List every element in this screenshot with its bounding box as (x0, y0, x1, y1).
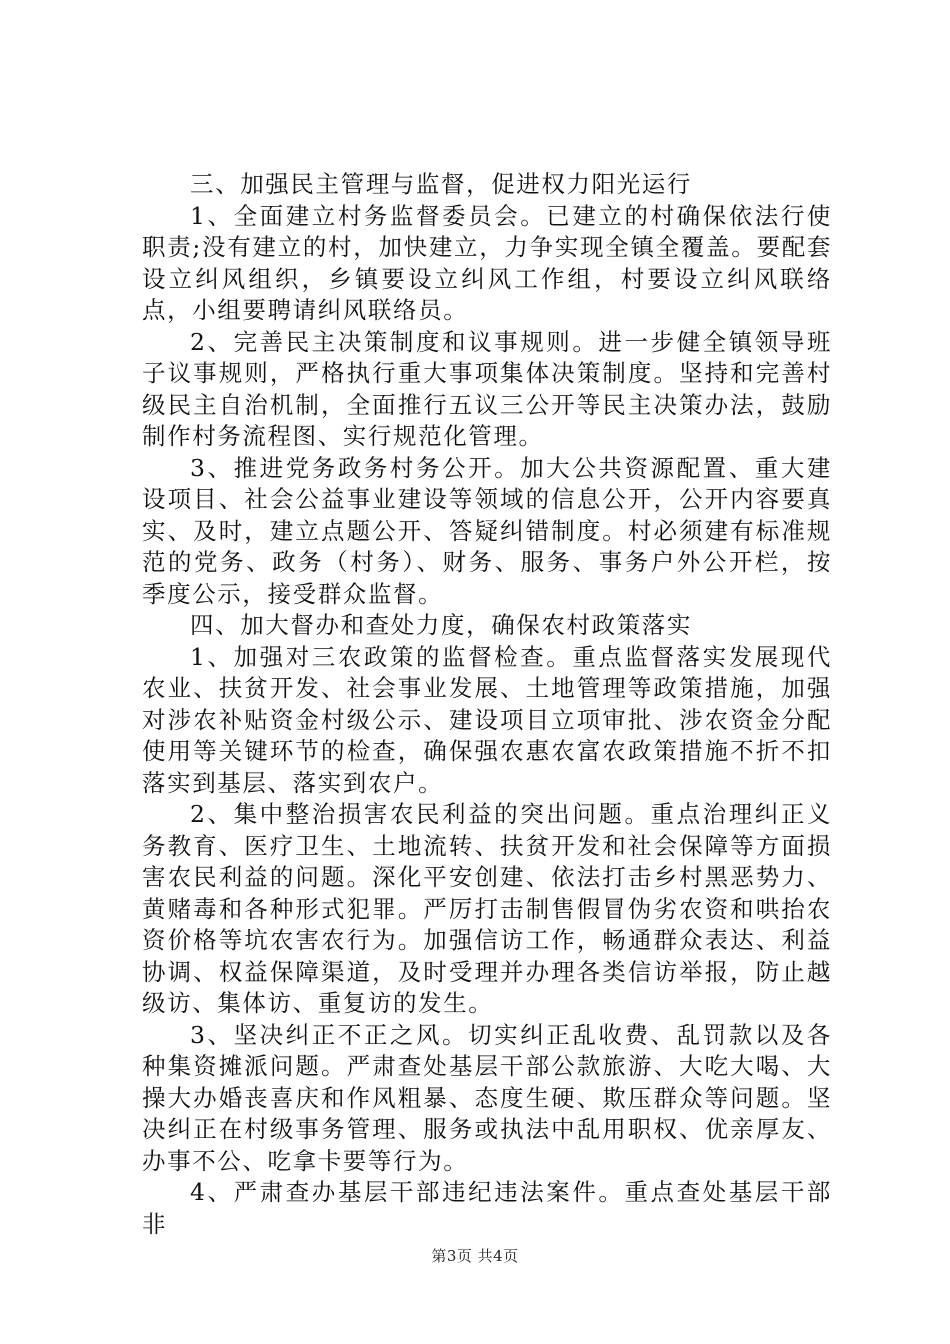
paragraph-3-3: 3、推进党务政务村务公开。加大公共资源配置、重大建设项目、社会公益事业建设等领域的信息公开，公开内容要真实、及时，建立点题公开、答疑纠错制度。村必须建有标准规范的党务、政务（村务）、财务、服务、事务户外公开栏，按季度公示，接受群众监督。 (142, 453, 832, 608)
paragraph-4-1: 1、加强对三农政策的监督检查。重点监督落实发展现代农业、扶贫开发、社会事业发展、土地管理等政策措施，加强对涉农补贴资金村级公示、建设项目立项审批、涉农资金分配使用等关键环节的检查，确保强农惠农富农政策措施不折不扣落实到基层、落实到农户。 (142, 642, 832, 797)
section-heading-4: 四、加大督办和查处力度，确保农村政策落实 (190, 611, 692, 639)
paragraph-4-2: 2、集中整治损害农民利益的突出问题。重点治理纠正义务教育、医疗卫生、土地流转、扶贫开发和社会保障等方面损害农民利益的问题。深化平安创建、依法打击乡村黑恶势力、黄赌毒和各种形式犯罪。严厉打击制售假冒伪劣农资和哄抬农资价格等坑农害农行为。加强信访工作，畅通群众表达、利益协调、权益保障渠道，及时受理并办理各类信访举报，防止越级访、集体访、重复访的发生。 (142, 800, 832, 1017)
paragraph-4-4: 4、严肃查办基层干部违纪违法案件。重点查处基层干部非 (142, 1178, 832, 1238)
paragraph-3-2: 2、完善民主决策制度和议事规则。进一步健全镇领导班子议事规则，严格执行重大事项集体决策制度。坚持和完善村级民主自治机制，全面推行五议三公开等民主决策办法，鼓励制作村务流程图、实行规范化管理。 (142, 327, 832, 450)
page-number-footer: 第3页 共4页 (431, 1247, 519, 1265)
document-body (142, 169, 832, 1240)
section-heading-3: 三、加强民主管理与监督，促进权力阳光运行 (190, 170, 692, 198)
paragraph-4-3: 3、坚决纠正不正之风。切实纠正乱收费、乱罚款以及各种集资摊派问题。严肃查处基层干部公款旅游、大吃大喝、大操大办婚丧喜庆和作风粗暴、态度生硬、欺压群众等问题。坚决纠正在村级事务管理、服务或执法中乱用职权、优亲厚友、办事不公、吃拿卡要等行为。 (142, 1020, 832, 1175)
paragraph-3-1: 1、全面建立村务监督委员会。已建立的村确保依法行使职责;没有建立的村，加快建立，力争实现全镇全覆盖。要配套设立纠风组织，乡镇要设立纠风工作组，村要设立纠风联络点，小组要聘请纠风联络员。 (142, 201, 832, 324)
